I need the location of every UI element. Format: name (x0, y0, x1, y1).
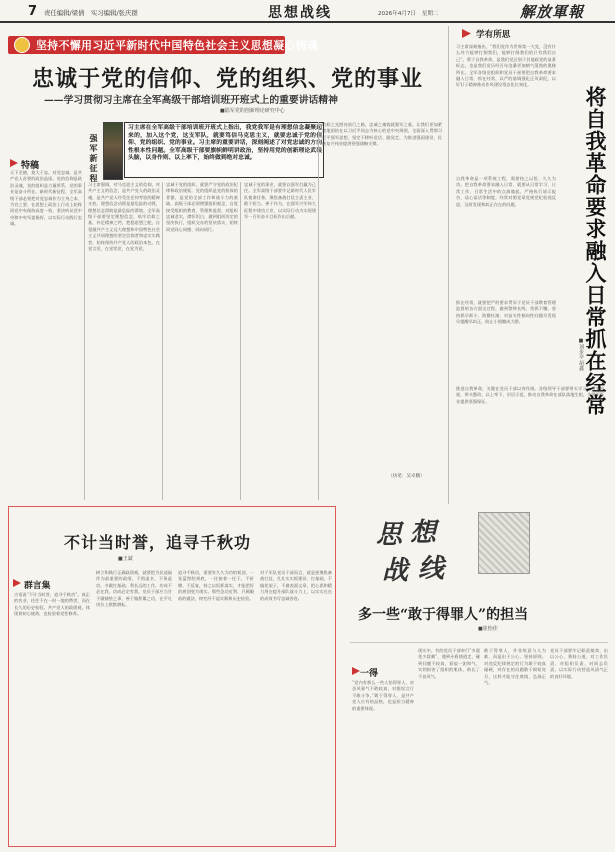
right-article-paragraph: 敢于得罪人，并非故意与人为难，而是出于公心、坚持原则。对违反纪律规定的行为敢于较真碰硬，对存在的问题敢于揭短亮丑，这样才能守住底线、弘扬正气。 (484, 648, 546, 686)
right-article-paragraph: 党员干部要牢记职责使命，出以公心、秉持公道，对工作负责、对组织负责、对同志负责，以实际行动营造风清气正的良好环境。 (550, 648, 608, 679)
author-note: （执笔：吴卓鹏） (388, 474, 425, 479)
right-article-author: ■崔怡佳 (478, 626, 498, 632)
section-marker-icon (10, 159, 18, 167)
header-divider (0, 21, 615, 23)
right-article-paragraph: 现实中，有的党员干部奉行“多栽花少栽刺”，遇到矛盾绕道走，碰到问题不较真，看似一团和气，实则损害了组织的肌体，助长了不良风气。 (418, 648, 480, 679)
box-article-paragraph: 追寻千秋功，需要有久久为功的韧劲。一张蓝图绘到底，一任接着一任干，不折腾、不反复，持之以恒抓落实，才能把好的规划变为现实。那些急功近利、只顾眼前的做法，终究经不起实践和历史检验。 (178, 570, 254, 601)
sidebar-title: 将自我革命要求融入日常抓在经常 (583, 86, 608, 416)
page-number: 7 (28, 4, 38, 19)
lead-article-title: 忠诚于党的信仰、党的组织、党的事业 (32, 66, 424, 92)
box-article-paragraph: 树立和践行正确政绩观，就要把为民造福作为最重要的政绩，不图虚名、不务虚功，多做打基础、利长远的工作，功成不必在我，功成必定有我。党员干部应当甘于做铺垫之事，善于做积累之功，在平凡岗位上默默耕耘。 (96, 570, 172, 608)
decorative-stamp-image (478, 512, 530, 574)
right-article-label: 一得 (360, 669, 379, 679)
sidebar-paragraph: 习主席深刻指出，“我们党作为世界第一大党，没有什么外力能够打倒我们，能够打倒我们的只有我们自己”。勇于自我革命，是我们党区别于其他政党的显著标志，也是我们党历经百年沧桑更加朝气蓬勃的奥秘所在。全军各级党组织和党员干部要把自我革命要求融入日常、抓在经常，以严的基调强化正风肃纪，以钉钉子精神推动作风建设常态化长效化。 (456, 44, 556, 88)
lead-article-paragraph: 忠诚于党的事业，就要以强军打赢为己任。全军高级干部要牢记新时代人民军队使命任务，聚焦备战打仗主责主业，敢于担当、善于作为，在强军兴军伟大征程中建功立业，以实际行动为实现建军一百年奋斗目标作出贡献。 (244, 182, 316, 220)
box-article-label: 群言集 (24, 581, 51, 591)
column-divider (84, 182, 85, 500)
section-marker-icon (462, 29, 471, 38)
banner-text: 坚持不懈用习近平新时代中国特色社会主义思想凝心铸魂 (36, 39, 319, 52)
sidebar-paragraph: 自我革命是一项系统工程，需要持之以恒、久久为功。把自我革命要求融入日常，就要从日常学习、日常工作、日常生活中的点滴做起，严格执行请示报告、谈心谈话等制度，经常对照党章党规党纪检视反思，及时发现和纠正存在的问题。 (456, 176, 556, 207)
section-marker-icon (352, 667, 360, 675)
sidebar-paragraph: 抓在经常，就要把严的要求贯穿于党员干部教育管理监督的各方面全过程，做到警钟长鸣、常抓不懈。坚持抓早抓小、防微杜渐，对苗头性倾向性问题早发现早提醒早纠正，防止小错酿成大错。 (456, 300, 556, 325)
lead-article-paragraph: 天下至德，莫大于忠。对党忠诚，是共产党人首要的政治品质。党的信仰是政治灵魂，党的组织是力量所系，党的事业是奋斗所在。新时代新征程，全军高级干部必须把对党忠诚作为立身之本、为官之要，在思想上政治上行动上始终同党中央保持高度一致，坚决听从党中央和中央军委指挥，以实际行动践行忠诚。 (10, 170, 82, 227)
box-article-author: ■王斌 (118, 556, 133, 562)
page-header (0, 0, 615, 22)
column-divider (240, 182, 241, 500)
lead-article-paragraph: 习主席强调，对马克思主义的信仰，对共产主义的信念，是共产党人的政治灵魂，是共产党人经受住任何考验的精神支柱。理想信念动摇是最危险的动摇，理想信念滑坡是最危险的滑坡。全军高级干部要坚定理想信念，筑牢信仰之基，补足精神之钙，把稳思想之舵，自觉做共产主义远大理想和中国特色社会主义共同理想的坚定信仰者和忠实实践者，始终保持共产党人的政治本色，在党言党、在党忧党、在党为党。 (88, 182, 160, 252)
lead-article-byline: ■陆军党的创新理论研究中心 (220, 108, 285, 114)
right-article-title: 多一些“敢于得罪人”的担当 (358, 607, 529, 623)
lead-article-paragraph: 忠诚于党的组织，就要严守党的政治纪律和政治规矩。党的组织是党的肌体的骨骼，是党的全部工作和战斗力的基础。高级干部必须增强组织观念，自觉接受组织的教育、管理和监督，对组织忠诚老实，襟怀坦白，做到组织决定的坚决执行，组织交办的坚决落实，始终同党同心同德、同向同行。 (166, 182, 238, 232)
right-article-paragraph: “党内有那么一些人怕得罪人，对歪风邪气不敢较真，对错误言行不敢斗争。”敢于得罪人，是共产党人应有的品格，也是担当精神的重要体现。 (352, 680, 414, 711)
box-article-paragraph: 对于军队党员干部而言，就是要聚焦备战打仗，扎扎实实抓建设、打基础，不搞花架子，不做表面文章，把心思和精力用在提升部队战斗力上，以实实在在的成效书写忠诚答卷。 (260, 570, 332, 601)
sidebar-author: ■刘步亭 胡鑫 (578, 338, 584, 371)
sidebar-label: 学有所思 (476, 30, 511, 40)
issue-date: 2026年4月7日 星期二 (378, 11, 439, 17)
lead-article-paragraph: 信仰之光照亮前行之路，忠诚之魂铸就强军之基。让我们更加紧密地团结在以习近平同志为核心的党中央周围，全面深入贯彻习近平强军思想，坚定不移听党话、跟党走，为推进强国建设、民族复兴伟业提供坚强战略支撑。 (322, 122, 442, 147)
calligraphy-artwork: 思 想 战 线 (376, 518, 445, 586)
column-divider (448, 26, 449, 504)
section-divider (350, 642, 608, 643)
column-divider (318, 122, 319, 500)
lead-article-subtitle: ——学习贯彻习主席在全军高级干部培训班开班式上的重要讲话精神 (44, 95, 338, 106)
column-divider (162, 182, 163, 500)
box-article-paragraph: 古语说“不计当时誉，追寻千秋功”。真正的功业，往往不在一时一地的赞誉，而在长久的历史检验。共产党人的政绩观，体现着初心使命，也检验着党性修养。 (14, 592, 90, 617)
party-emblem-icon (14, 37, 30, 53)
box-article-title: 不计当时誉，追寻千秋功 (64, 533, 252, 552)
special-feature-label: 特稿 (21, 161, 40, 171)
masthead-logo: 解放軍報 (520, 3, 585, 21)
soldier-photo (103, 122, 123, 180)
pullquote-text: 习主席在全军高级干部培训班开班式上指出，我党我军是有理想信念凝聚起来的，加入这个党，这支军队，就要笃信马克思主义，就要忠诚于党的信仰、党的组织、党的事业。习主席的重要讲话，深刻阐述了对党忠诚的方向性根本性问题。全军高级干部要旗帜鲜明讲政治，坚持用党的创新理论武装头脑，以身作则、以上率下，始终做到绝对忠诚。 (128, 125, 322, 162)
section-title: 思想战线 (268, 5, 332, 21)
photo-caption: 强军新征程 (89, 134, 99, 184)
editor-credits: 责任编辑/梁倩 实习编辑/张庆群 (44, 9, 138, 17)
sidebar-paragraph: 推进自我革命，关键在党员干部以身作则。各级领导干部要带头学习、带头检视、带头整改，以上率下、层层示范，推动自我革命在部队落地生根，为强军事业提供坚强保证。 (456, 386, 604, 404)
